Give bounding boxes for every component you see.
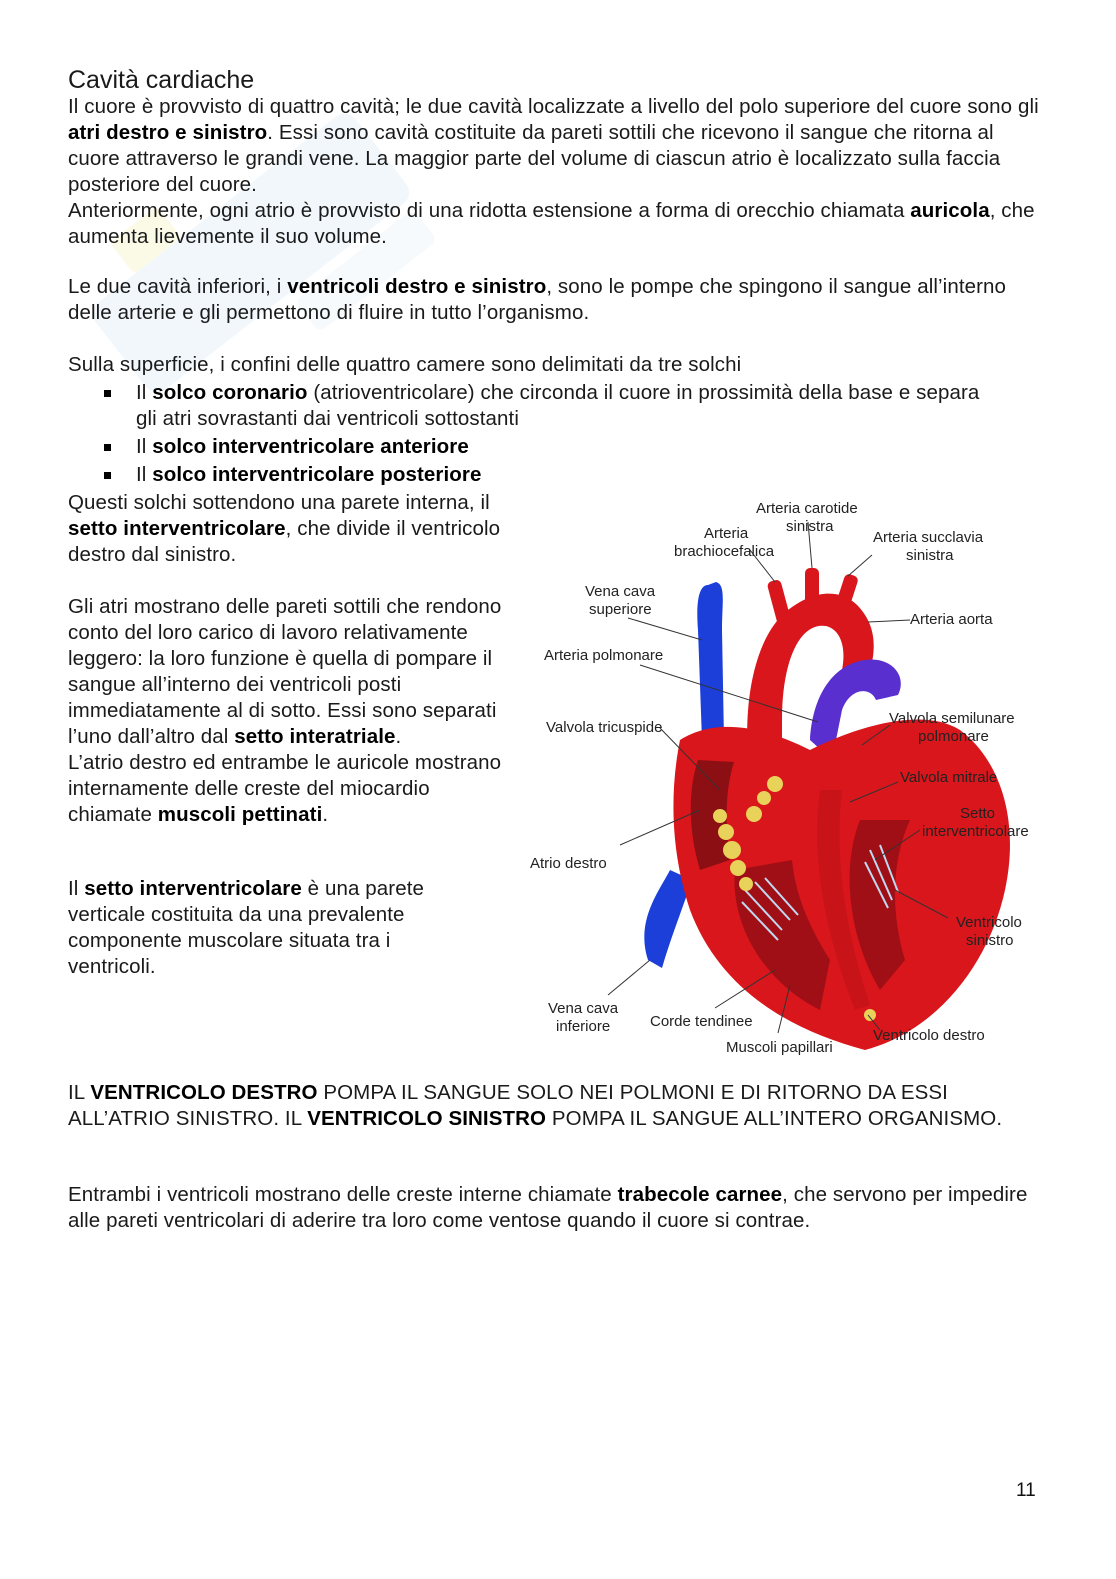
paragraph-atri-pareti: Gli atri mostrano delle pareti sottili che rendono conto del loro carico di lavoro relativamente leggero: la loro funzione è quella di pompare il sangue all’interno dei ventricoli posti immediatamente al di sotto. Essi sono separati l’uno dall’altro dal setto interatriale. L’atrio destro ed entrambe le auricole mostrano internamente delle creste del miocardio chiamate muscoli pettinati. (68, 595, 502, 826)
label-semilunare-2: polmonare (918, 728, 989, 745)
term-atri: atri destro e sinistro (68, 121, 268, 144)
list-item: Il solco interventricolare posteriore (100, 462, 1000, 488)
label-setto-2: interventricolare (922, 823, 1029, 840)
label-succlavia-2: sinistra (906, 547, 954, 564)
heart-illustration (520, 490, 1050, 1065)
carotid-branch (805, 568, 819, 618)
term-ventricoli: ventricoli destro e sinistro (287, 275, 547, 298)
label-atrio-destro: Atrio destro (530, 855, 607, 872)
label-corde: Corde tendinee (650, 1013, 753, 1030)
label-setto: Setto (960, 805, 996, 822)
page-title: Cavità cardiache (68, 66, 255, 94)
list-item: Il solco interventricolare anteriore (100, 434, 1000, 460)
label-cava-inf: Vena cava (548, 1000, 619, 1017)
vena-cava-superiore (697, 582, 724, 740)
label-cava-sup: Vena cava (585, 583, 656, 600)
label-ventr-sin: Ventricolo (956, 914, 1022, 931)
label-ventr-destro: Ventricolo destro (873, 1027, 985, 1044)
label-cava-sup-2: superiore (589, 601, 652, 618)
paragraph-trabecole: Entrambi i ventricoli mostrano delle creste interne chiamate trabecole carnee, che servono per impedire alle pareti ventricolari di aderire tra loro come ventose quando il cuore si contrae. (68, 1183, 1028, 1232)
label-muscoli-pap: Muscoli papillari (726, 1039, 833, 1056)
label-brachio-2: brachiocefalica (674, 543, 775, 560)
label-carotide-2: sinistra (786, 518, 834, 535)
list-item: Il solco coronario (atrioventricolare) che circonda il cuore in prossimità della base e separa gli atri sovrastanti dai ventricoli sottostanti (100, 380, 1000, 432)
label-aorta: Arteria aorta (910, 611, 993, 628)
brachio-branch (767, 579, 792, 626)
label-cava-inf-2: inferiore (556, 1018, 611, 1035)
paragraph-ventricoli: Le due cavità inferiori, i ventricoli destro e sinistro, sono le pompe che spingono il sangue all’interno delle arterie e gli permettono di fluire in tutto l’organismo. (68, 275, 1007, 324)
paragraph-setto-parete: Il setto interventricolare è una parete verticale costituita da una prevalente componente muscolare situata tra i ventricoli. (68, 877, 424, 978)
paragraph-setto: Questi solchi sottendono una parete interna, il setto interventricolare, che divide il ventricolo destro dal sinistro. (68, 491, 501, 566)
solchi-list (100, 380, 1000, 490)
label-ventr-sin-2: sinistro (966, 932, 1014, 949)
paragraph-solchi: Sulla superficie, i confini delle quattro camere sono delimitati da tre solchi (68, 353, 742, 376)
term-trabecole: trabecole carnee (617, 1183, 783, 1206)
heart-diagram (520, 490, 1050, 1065)
paragraph-atri: Il cuore è provvisto di quattro cavità; le due cavità localizzate a livello del polo superiore del cuore sono gli atri destro e sinistro. Essi sono cavità costituite da pareti sottili che ricevono il sangue che ritorna al cuore attraverso le grandi vene. La maggior parte del volume di ciascun atrio è localizzato sulla faccia posteriore del cuore. Anteriormente, ogni atrio è provvisto di una ridotta estensione a forma di orecchio chiamata auricola, che aumenta lievemente il suo volume. (68, 95, 1039, 248)
label-tricuspide: Valvola tricuspide (546, 719, 663, 736)
label-polmonare: Arteria polmonare (544, 647, 664, 664)
label-succlavia: Arteria succlavia (873, 529, 984, 546)
paragraph-ventricoli-maiuscolo: IL VENTRICOLO DESTRO POMPA IL SANGUE SOLO NEI POLMONI E DI RITORNO DA ESSI ALL’ATRIO SINISTRO. IL VENTRICOLO SINISTRO POMPA IL SANGUE ALL’INTERO ORGANISMO. (68, 1081, 1003, 1130)
term-auricola: auricola (910, 199, 990, 222)
label-carotide: Arteria carotide (756, 500, 858, 517)
label-mitrale: Valvola mitrale (900, 769, 998, 786)
page-number: 11 (1016, 1480, 1036, 1501)
label-brachio: Arteria (704, 525, 749, 542)
label-semilunare: Valvola semilunare (889, 710, 1015, 727)
